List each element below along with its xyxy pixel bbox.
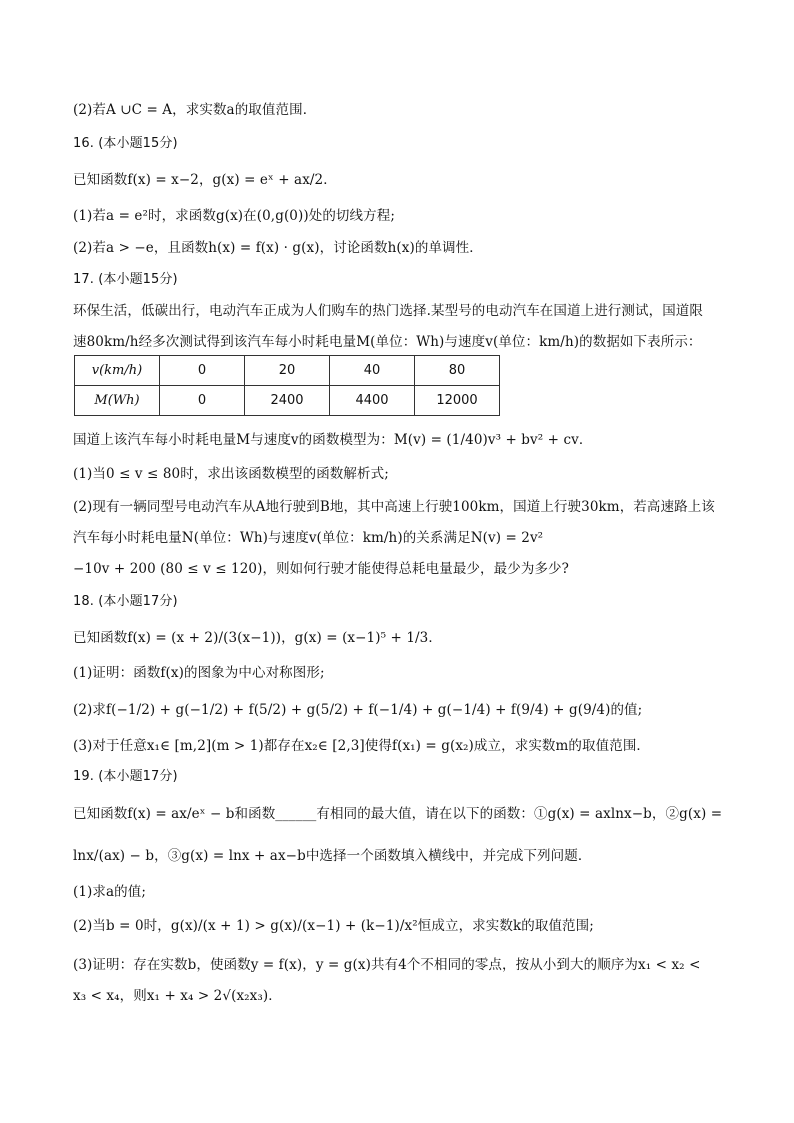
table-cell: 20 <box>245 356 330 386</box>
problem-19-statement-line-2: lnx/(ax) − b，③g(x) = lnx + ax−b中选择一个函数填入横线中，并完成下列问题． <box>73 848 592 864</box>
table-cell: 80 <box>415 356 500 386</box>
problem-16-heading: 16. (本小题15分) <box>73 136 178 151</box>
problem-17-part-2-line-3: −10v + 200 (80 ≤ v ≤ 120)，则如何行驶才能使得总耗电量最少，最少为多少? <box>73 561 569 577</box>
problem-16-part-1: (1)若a = e²时，求函数g(x)在(0,g(0))处的切线方程; <box>73 208 395 224</box>
table-cell: v(km/h) <box>75 356 160 386</box>
table-cell: 0 <box>160 356 245 386</box>
problem-19-part-2: (2)当b = 0时，g(x)/(x + 1) > g(x)/(x−1) + (k−1)/x²恒成立，求实数k的取值范围; <box>73 918 594 934</box>
table-cell: 12000 <box>415 386 500 416</box>
table-cell: M(Wh) <box>75 386 160 416</box>
problem-16-part-2: (2)若a > −e，且函数h(x) = f(x) · g(x)，讨论函数h(x)的单调性． <box>73 240 483 256</box>
problem-18-heading: 18. (本小题17分) <box>73 594 178 609</box>
speed-consumption-table <box>74 355 500 416</box>
table-cell: 0 <box>160 386 245 416</box>
problem-17-intro-line-2: 速80km/h经多次测试得到该汽车每小时耗电量M(单位：Wh)与速度v(单位：km/h)的数据如下表所示： <box>73 334 702 350</box>
table-row <box>75 356 500 386</box>
table-cell: 4400 <box>330 386 415 416</box>
problem-19-part-3-line-1: (3)证明：存在实数b，使函数y = f(x)，y = g(x)共有4个不相同的零点，按从小到大的顺序为x₁ < x₂ < <box>73 957 701 973</box>
table-row <box>75 386 500 416</box>
table-cell: 40 <box>330 356 415 386</box>
problem-19-part-3-line-2: x₃ < x₄，则x₁ + x₄ > 2√(x₂x₃)． <box>73 988 282 1004</box>
problem-18-statement: 已知函数f(x) = (x + 2)/(3(x−1))，g(x) = (x−1)⁵ + 1/3． <box>73 630 442 646</box>
problem-17-part-2-line-2: 汽车每小时耗电量N(单位：Wh)与速度v(单位：km/h)的关系满足N(v) = 2v² <box>73 530 544 546</box>
problem-18-part-2: (2)求f(−1/2) + g(−1/2) + f(5/2) + g(5/2) + f(−1/4) + g(−1/4) + f(9/4) + g(9/4)的值; <box>73 702 643 718</box>
problem-17-heading: 17. (本小题15分) <box>73 272 178 287</box>
problem-17-intro-line-1: 环保生活，低碳出行，电动汽车正成为人们购车的热门选择.某型号的电动汽车在国道上进行测试，国道限 <box>73 303 703 319</box>
problem-19-statement-line-1: 已知函数f(x) = ax/eˣ − b和函数______有相同的最大值，请在以下的函数：①g(x) = axlnx−b，②g(x) = <box>73 806 723 822</box>
problem-16-statement: 已知函数f(x) = x−2，g(x) = eˣ + ax/2． <box>73 172 337 188</box>
problem-17-part-2-line-1: (2)现有一辆同型号电动汽车从A地行驶到B地，其中高速上行驶100km，国道上行驶30km，若高速路上该 <box>73 499 715 515</box>
problem-19-heading: 19. (本小题17分) <box>73 769 178 784</box>
problem-19-part-1: (1)求a的值; <box>73 884 147 900</box>
problem-15-part-2: (2)若A ∪C = A，求实数a的取值范围． <box>73 102 317 118</box>
problem-18-part-3: (3)对于任意x₁∈ [m,2](m > 1)都存在x₂∈ [2,3]使得f(x₁) = g(x₂)成立，求实数m的取值范围． <box>73 738 651 754</box>
problem-17-part-1: (1)当0 ≤ v ≤ 80时，求出该函数模型的函数解析式; <box>73 466 389 482</box>
problem-17-model: 国道上该汽车每小时耗电量M与速度v的函数模型为：M(v) = (1/40)v³ + bv² + cv． <box>73 432 593 448</box>
problem-18-part-1: (1)证明：函数f(x)的图象为中心对称图形; <box>73 665 325 681</box>
table-cell: 2400 <box>245 386 330 416</box>
